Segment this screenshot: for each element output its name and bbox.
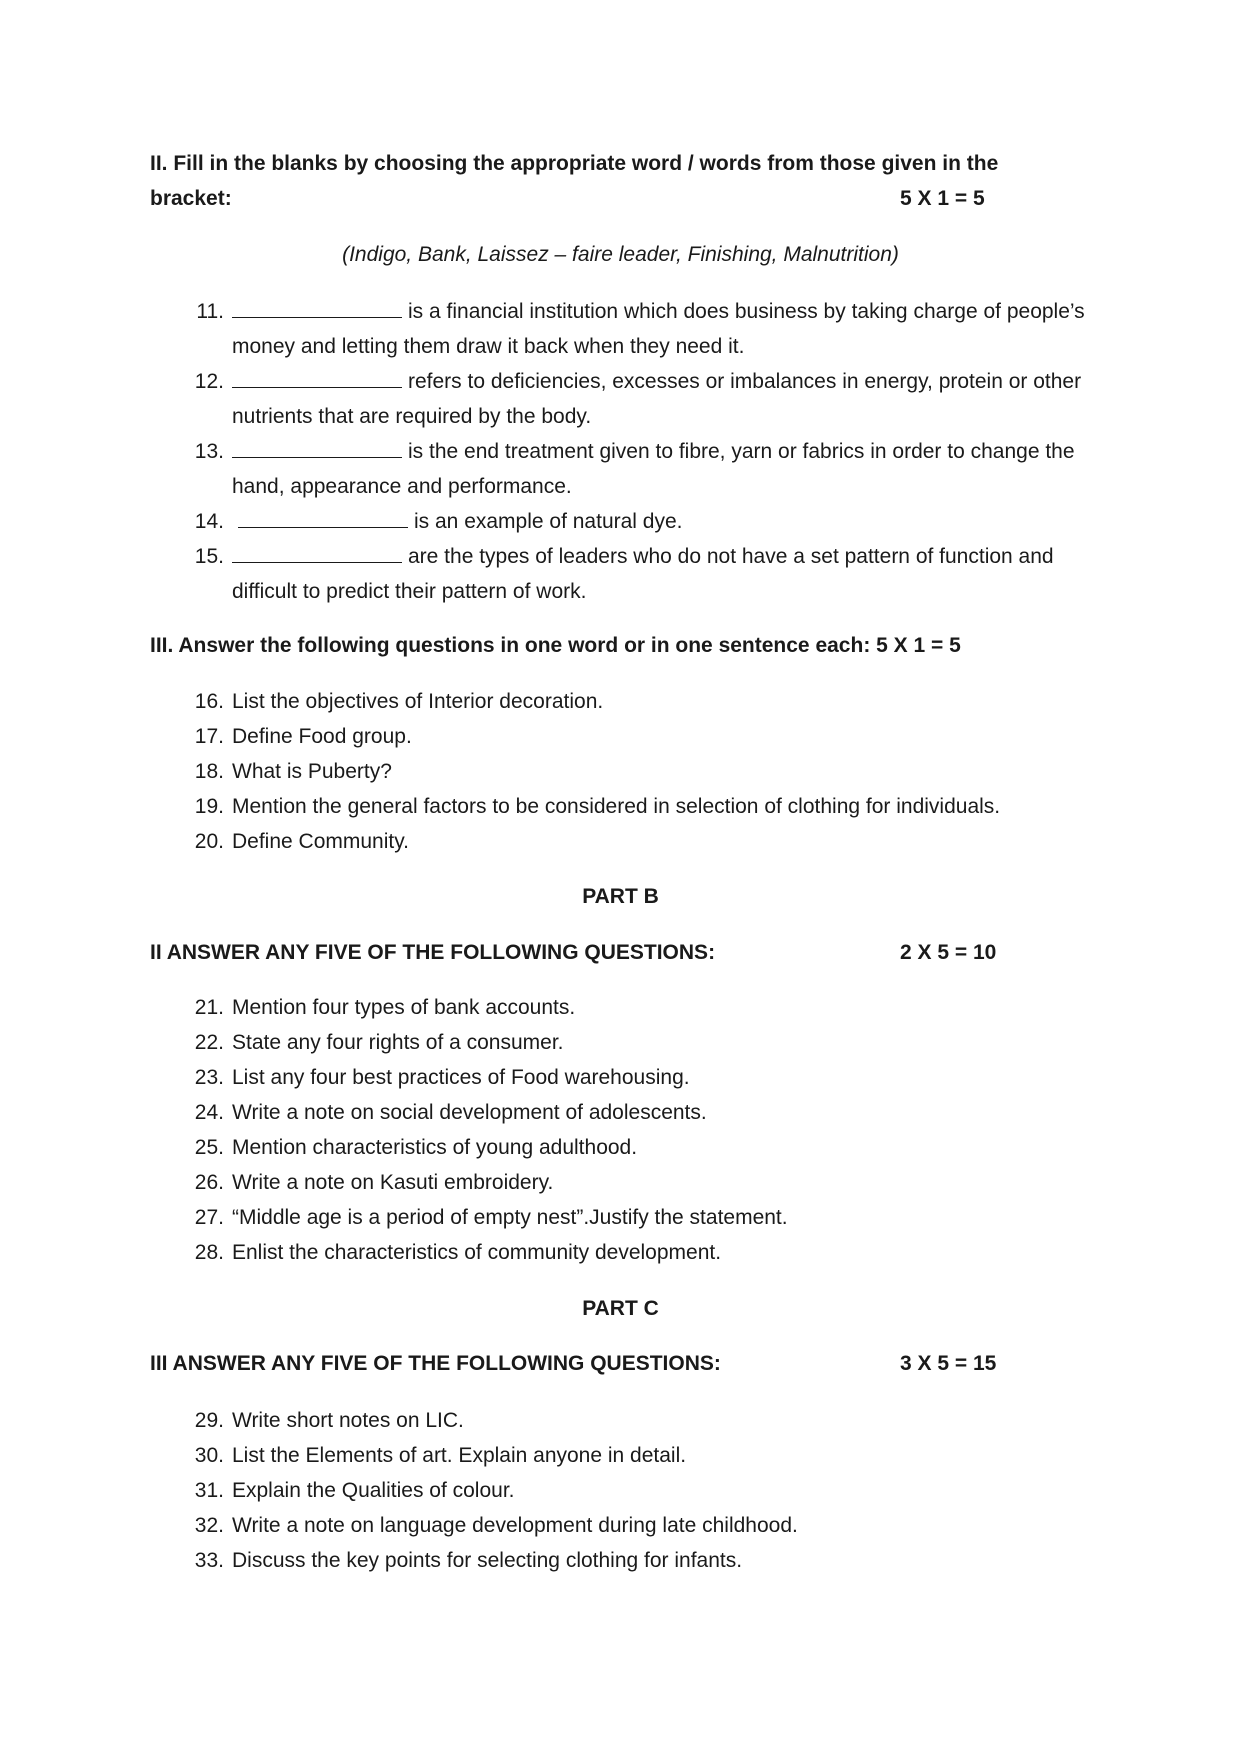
question-29 [186,1403,1106,1438]
question-text: Explain the Qualities of colour. [232,1479,515,1502]
question-number: 33. [194,1549,224,1572]
question-text: Discuss the key points for selecting clothing for infants. [232,1549,743,1572]
section2-marks: 5 X 1 = 5 [900,187,985,210]
question-number: 32. [194,1514,224,1537]
question-text: List the Elements of art. Explain anyone in detail. [232,1444,687,1467]
question-number: 31. [194,1479,224,1502]
answer-blank [232,299,402,318]
question-16 [186,684,1106,719]
question-text: What is Puberty? [232,760,392,783]
word-bank: (Indigo, Bank, Laissez – faire leader, Finishing, Malnutrition) [342,243,899,266]
question-17 [186,719,1106,754]
question-text: Write a note on language development during late childhood. [232,1514,798,1537]
question-number: 30. [194,1444,224,1467]
question-number: 17. [194,725,224,748]
answer-blank [232,439,402,458]
question-20 [186,824,1106,859]
question-text: is the end treatment given to fibre, yarn or fabrics in order to change the hand, appearance and performance. [232,440,1075,498]
question-text: Write a note on Kasuti embroidery. [232,1171,554,1194]
question-text: Define Food group. [232,725,412,748]
question-11 [186,294,1106,364]
part-b-heading: II ANSWER ANY FIVE OF THE FOLLOWING QUESTIONS: [150,941,716,964]
question-13 [186,434,1106,504]
question-number: 22. [194,1031,224,1054]
question-text: Mention the general factors to be considered in selection of clothing for individuals. [232,795,1001,818]
question-25 [186,1130,1106,1165]
question-number: 26. [194,1171,224,1194]
question-33 [186,1543,1106,1578]
question-text: Write a note on social development of adolescents. [232,1101,707,1124]
question-23 [186,1060,1106,1095]
question-21 [186,990,1106,1025]
question-number: 13. [194,440,224,463]
question-15 [186,539,1106,609]
question-number: 19. [194,795,224,818]
question-14 [186,504,1106,539]
question-18 [186,754,1106,789]
question-number: 20. [194,830,224,853]
part-b-marks: 2 X 5 = 10 [900,941,997,964]
question-text: is a financial institution which does business by taking charge of people’s money and letting them draw it back when they need it. [232,300,1085,358]
question-number: 29. [194,1409,224,1432]
answer-blank [238,509,408,528]
question-text: Write short notes on LIC. [232,1409,464,1432]
question-text: Mention characteristics of young adulthood. [232,1136,638,1159]
answer-blank [232,544,402,563]
question-22 [186,1025,1106,1060]
question-number: 24. [194,1101,224,1124]
question-26 [186,1165,1106,1200]
question-number: 28. [194,1241,224,1264]
question-text: Mention four types of bank accounts. [232,996,576,1019]
question-text: refers to deficiencies, excesses or imbalances in energy, protein or other nutrients that are required by the body. [232,370,1082,428]
part-b-title: PART B [582,885,659,908]
question-number: 21. [194,996,224,1019]
question-text: “Middle age is a period of empty nest”.Justify the statement. [232,1206,788,1229]
question-text: is an example of natural dye. [414,510,683,533]
question-number: 16. [194,690,224,713]
section3-heading: III. Answer the following questions in one word or in one sentence each: 5 X 1 = 5 [150,634,961,657]
part-c-title: PART C [582,1297,659,1320]
answer-blank [232,369,402,388]
question-number: 27. [194,1206,224,1229]
question-text: List any four best practices of Food warehousing. [232,1066,690,1089]
part-c-marks: 3 X 5 = 15 [900,1352,997,1375]
question-number: 12. [194,370,224,393]
question-32 [186,1508,1106,1543]
question-text: State any four rights of a consumer. [232,1031,564,1054]
question-number: 14. [194,510,224,533]
question-number: 23. [194,1066,224,1089]
question-31 [186,1473,1106,1508]
part-c-heading: III ANSWER ANY FIVE OF THE FOLLOWING QUESTIONS: [150,1352,721,1375]
question-27 [186,1200,1106,1235]
question-19 [186,789,1106,824]
question-number: 18. [194,760,224,783]
question-28 [186,1235,1106,1270]
question-number: 11. [196,300,224,323]
question-number: 15. [194,545,224,568]
question-text: Define Community. [232,830,410,853]
question-text: List the objectives of Interior decoration. [232,690,604,713]
question-24 [186,1095,1106,1130]
question-30 [186,1438,1106,1473]
section2-heading-cont: bracket: [150,187,232,210]
question-text: Enlist the characteristics of community development. [232,1241,722,1264]
section2-heading: II. Fill in the blanks by choosing the appropriate word / words from those given in the [150,152,999,175]
question-number: 25. [194,1136,224,1159]
question-12 [186,364,1106,434]
question-text: are the types of leaders who do not have a set pattern of function and difficult to predict their pattern of work. [232,545,1054,603]
